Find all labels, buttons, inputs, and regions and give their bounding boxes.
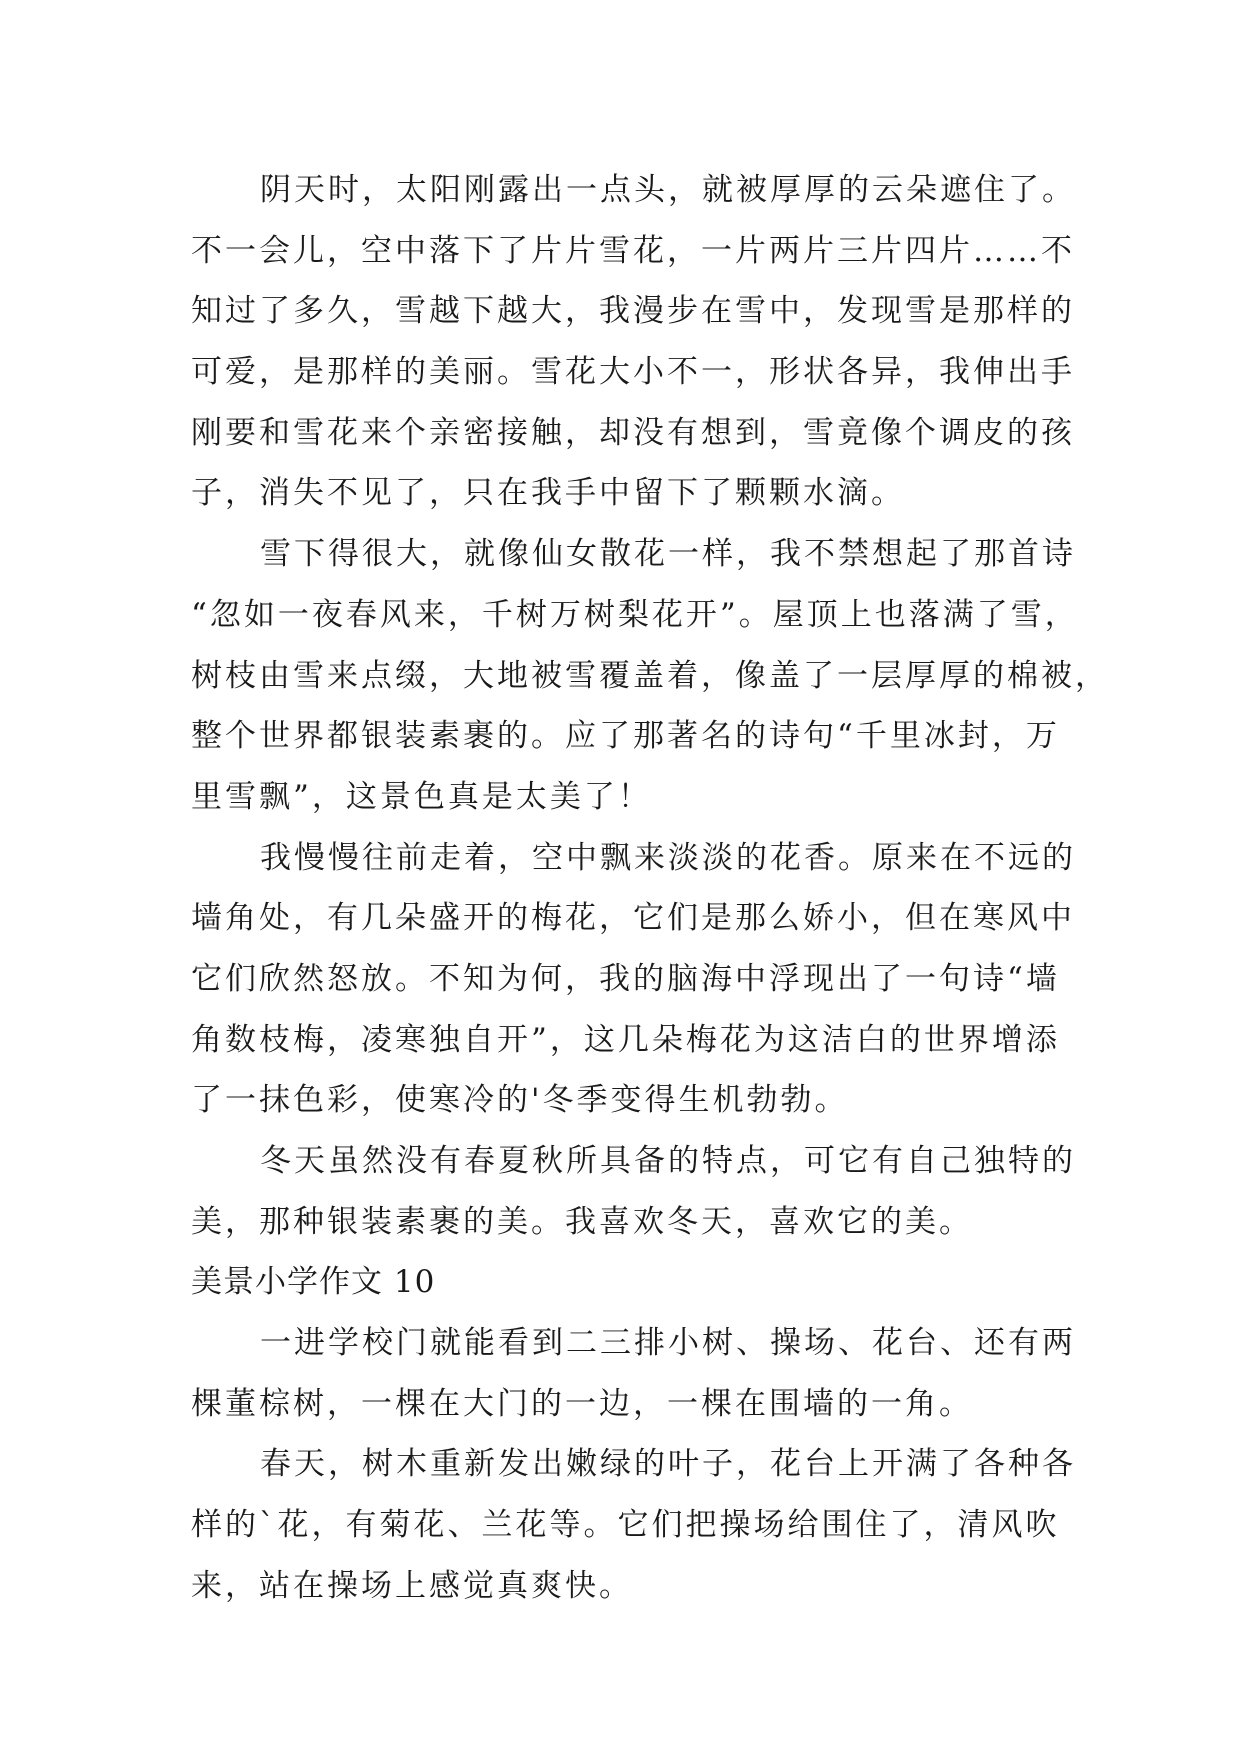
paragraph-line: 棵董棕树，一棵在大门的一边，一棵在围墙的一角。 bbox=[191, 1385, 973, 1422]
essay-body bbox=[191, 160, 1109, 1617]
paragraph-line: 里雪飘”，这景色真是太美了！ bbox=[191, 778, 652, 815]
paragraph-line: 角数枝梅，凌寒独自开”，这几朵梅花为这洁白的世界增添 bbox=[191, 1021, 1060, 1058]
paragraph-line: 雪下得很大，就像仙女散花一样，我不禁想起了那首诗 bbox=[260, 536, 1076, 573]
paragraph-line: 阴天时，太阳刚露出一点头，就被厚厚的云朵遮住了。 bbox=[260, 172, 1076, 208]
paragraph-line: 我慢慢往前走着，空中飘来淡淡的花香。原来在不远的 bbox=[260, 839, 1076, 876]
paragraph-line: 知过了多久，雪越下越大，我漫步在雪中，发现雪是那样的 bbox=[191, 293, 1075, 330]
paragraph-line: 一进学校门就能看到二三排小树、操场、花台、还有两 bbox=[260, 1325, 1076, 1362]
paragraph-line: “忽如一夜春风来，千树万树梨花开”。屋顶上也落满了雪， bbox=[191, 596, 1079, 633]
paragraph-line: 整个世界都银装素裹的。应了那著名的诗句“千里冰封，万 bbox=[191, 718, 1060, 755]
paragraph-line: 了一抹色彩，使寒冷的'冬季变得生机勃勃。 bbox=[191, 1082, 849, 1119]
paragraph-line: 树枝由雪来点缀，大地被雪覆盖着，像盖了一层厚厚的棉被， bbox=[191, 657, 1109, 694]
paragraph-line: 不一会儿，空中落下了片片雪花，一片两片三片四片……不 bbox=[191, 232, 1075, 269]
paragraph-line: 冬天虽然没有春夏秋所具备的特点，可它有自己独特的 bbox=[260, 1143, 1076, 1179]
paragraph-line: 样的`花，有菊花、兰花等。它们把操场给围住了，清风吹 bbox=[191, 1507, 1060, 1544]
paragraph-line: 可爱，是那样的美丽。雪花大小不一，形状各异，我伸出手 bbox=[191, 354, 1075, 391]
paragraph-line: 刚要和雪花来个亲密接触，却没有想到，雪竟像个调皮的孩 bbox=[191, 414, 1075, 451]
paragraph-line: 美，那种银装素裹的美。我喜欢冬天，喜欢它的美。 bbox=[191, 1203, 973, 1240]
paragraph-line: 它们欣然怒放。不知为何，我的脑海中浮现出了一句诗“墙 bbox=[191, 960, 1060, 997]
section-heading: 美景小学作文 10 bbox=[191, 1264, 436, 1301]
paragraph-line: 来，站在操场上感觉真爽快。 bbox=[191, 1567, 633, 1604]
paragraph-line: 子，消失不见了，只在我手中留下了颗颗水滴。 bbox=[191, 475, 905, 512]
paragraph-line: 墙角处，有几朵盛开的梅花，它们是那么娇小，但在寒风中 bbox=[191, 900, 1075, 937]
paragraph-line: 春天，树木重新发出嫩绿的叶子，花台上开满了各种各 bbox=[260, 1446, 1076, 1483]
